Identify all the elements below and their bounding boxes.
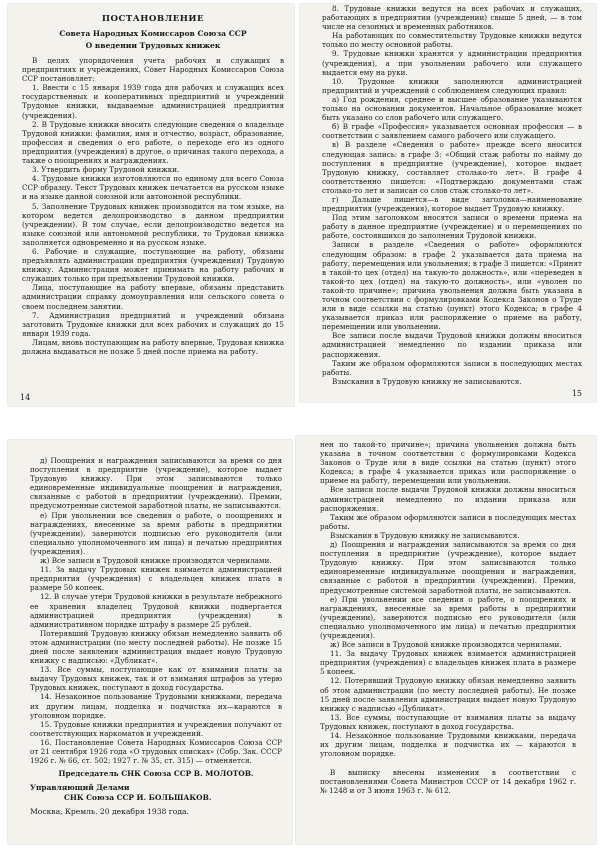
paragraph: 7. Администрация предприятий и учреждений обязана заготовить Трудовые книжки для всех рабочих и служащих до 15 января 1939 года. — [22, 310, 284, 338]
paragraph: Потерявший Трудовую книжку обязан немедленно заявить об этом администрации (по месту последней работы). Не позже 15 дней после заявления администрация выдает новую Трудовую книжку с надписью: «Дубликат». — [30, 628, 282, 666]
paragraph: Таким же образом оформляются записи в последующих местах работы. — [322, 358, 582, 377]
paragraph: Лицам, вновь поступающим на работу впервые, Трудовая книжка должна выдаваться не позже 5 дней после приема на работу. — [22, 337, 284, 356]
paragraph: 14. Незаконное пользование Трудовыми книжками, передача их другим лицам, подделка и подчистка их—караются в уголовном порядке. — [30, 692, 282, 720]
paragraph: Записи в разделе «Сведения о работе» оформляются следующим образом: в графе 2 указывается дата приема на работу, перемещения или увольнения; в графе 3 пишется: «Принят в такой-то цех (отдел) на такую-то должность», или «переведен в такой-то цех (отдел) на такую-то должность», или «уволен по такой-то причине»; причина увольнения должна быть указана в точном соответствии с формулировками Кодекса Законов о Труде или в виде ссылки на статью (пункт) этого Кодекса; в графе 4 указывается приказ или распоряжение о приеме на работу, перемещении или увольнении. — [322, 240, 582, 332]
page-number: 14 — [20, 393, 31, 402]
paragraph: 12. В случае утери Трудовой книжки в результате небрежного ее хранения владелец Трудовой книжки подвергается администрацией предприятия (учреждения) в административном порядке штрафу в размере 25 рублей. — [30, 592, 282, 629]
paragraph: 9. Трудовые книжки хранятся у администрации предприятия (учреждения), а при увольнении рабочего или служащего выдается ему на руки. — [322, 49, 582, 77]
paragraph: 5. Заполнение Трудовых книжек производится на том языке, на котором ведется делопроизводство в данном предприятии (учреждении). В том случае, если делопроизводство ведется на языке союзной или автономной республики, то Трудовая книжка заполняется одновременно и на русском языке. — [22, 201, 284, 247]
paragraph: Взыскания в Трудовую книжку не записываются. — [332, 376, 522, 386]
paragraph: Все записи после выдачи Трудовой книжки должны вноситься администрацией немедленно по издании приказа или распоряжения. — [320, 485, 576, 513]
page-16-body — [30, 456, 282, 816]
paragraph: а) Год рождения, среднее и высшее образование указываются только на основании документов. Начальное образование может быть указано со слов рабочего или служащего. — [322, 94, 582, 123]
amendment-footnote: В выписку внесены изменения в соответствии с постановлениями Совета Министров СССР от 14 декабря 1962 г. № 1248 и от 3 июня 1963 г. № 612. — [320, 768, 576, 796]
paragraph: 4. Трудовые книжки изготовляются по единому для всего Союза ССР образцу. Текст Трудовых книжек печатается на русском языке и на языке данной союзной или автономной республики. — [22, 174, 284, 202]
decree-title: ПОСТАНОВЛЕНИЕ — [101, 14, 205, 24]
decree-subject: О введении Трудовых книжек — [85, 41, 221, 50]
document-page-16 — [8, 440, 292, 844]
paragraph: 2. В Трудовые книжки вносить следующие сведения о владельце Трудовой книжки: фамилия, имя и отчество, возраст, образование, профессия и сведения о его работе, о переходе его из одного предприятия (учреждения) в другое, о причинах такого перехода, а также о поощрениях и награждениях. — [22, 119, 284, 166]
page-17-body — [320, 440, 576, 796]
decree-preamble: В целях упорядочения учета рабочих и служащих в предприятиях и учреждениях, Совет Народных Комиссаров Союза ССР постановляет: — [22, 56, 284, 84]
paragraph: д) Поощрения и награждения записываются за время со дня поступления в предприятие (учреждение), которое выдает Трудовую книжку. При этом записываются только единовременные индивидуальные поощрения и награждения, связанные с работой в предприятии (учреждении). Премии, предусмотренные системой заработной платы, не записываются. — [30, 456, 282, 511]
paragraph: Лица, поступающие на работу впервые, обязаны представить администрации справку домоуправления или сельского совета о своем последнем занятии. — [22, 283, 284, 311]
page-14-body — [22, 14, 284, 356]
paragraph: 3. Утвердить форму Трудовой книжки. — [32, 165, 180, 175]
paragraph: 10. Трудовые книжки заполняются администрацией предприятий и учреждений с соблюдением следующих правил: — [322, 76, 582, 95]
paragraph: е) При увольнении все сведения о работе, о поощрениях и награждениях, внесенные за время работы в предприятии (учреждении), заверяются подписью его руководителя (или специально уполномоченного им лица) и печатью предприятия (учреждения). — [30, 510, 282, 556]
paragraph: 16. Постановление Совета Народных Комиссаров Союза ССР от 21 сентября 1926 года «О трудовых списках» (Собр. Зак. СССР 1926 г. № 66, ст. 502; 1927 г. № 35, ст. 315) — отменяется. — [30, 737, 282, 766]
document-page-17 — [296, 436, 596, 844]
paragraph: Под этим заголовком вносятся записи о времени приема на работу в данное предприятие (учреждение) и о перемещениях по работе, состоявшихся до заполнения Трудовой книжки. — [322, 213, 582, 241]
signature-manager-title: Управляющий Делами — [30, 783, 130, 793]
paragraph: 11. За выдачу Трудовых книжек взимается администрацией предприятия (учреждения) с владельцев книжек плата в размере 5 копеек. — [320, 649, 576, 677]
paragraph: д) Поощрения и награждения записываются за время со дня поступления в предприятие (учреждение), которое выдает Трудовую книжку. При этом записываются только единовременные индивидуальные поощрения и награждения, связанные с работой в предприятии (учреждении). Премии, предусмотренные системой заработной платы, не записываются. — [320, 540, 576, 595]
signature-chair: Председатель СНК Союза ССР В. МОЛОТОВ. — [58, 769, 254, 779]
paragraph: г) Дальше пишется—в виде заголовка—наименование предприятия (учреждения), которое выдает Трудовую книжку. — [322, 194, 582, 214]
paragraph: 6. Рабочие и служащие, поступающие на работу, обязаны предъявлять администрации предприятия (учреждения) Трудовую книжку. Администрация может принимать на работу рабочих и служащих только при предъявлении Трудовой книжки. — [22, 246, 284, 284]
paragraph: Таким же образом оформляются записи в последующих местах работы. — [320, 512, 576, 531]
paragraph: е) При увольнении все сведения о работе, о поощрениях и награждениях, внесенные за время работы в предприятии (учреждении), заверяются подписью его руководителя (или специально уполномоченного им лица) и печатью предприятия (учреждения). — [320, 594, 576, 640]
paragraph: Взыскания в Трудовую книжку не записываются. — [330, 530, 520, 540]
paragraph: нен по такой-то причине»; причина увольнения должна быть указана в точном соответствии с формулировками Кодекса Законов о Труде или в виде ссылки на статью (пункт) этого Кодекса; в графе 4 указывается приказ или распоряжение о приеме на работу, перемещении или увольнении. — [320, 440, 576, 486]
paragraph: в) В разделе «Сведения о работе» прежде всего вносится следующая запись: в графе 3: «Общий стаж работы по найму до поступления в предприятие (учреждение), которое выдает Трудовую книжку, составляет столько-то лет». В графе 4 соответственно пишется: «Подтверждаю документами стаж столько-то лет и записан со слов стаж столько-то лет». — [322, 140, 582, 195]
document-page-15 — [300, 4, 596, 402]
paragraph: 14. Незаконное пользование Трудовыми книжками, передача их другим лицам, подделка и подчистка их — караются в уголовном порядке. — [320, 731, 576, 759]
paragraph: 13. Все суммы, поступающие от взимания платы за выдачу Трудовых книжек, поступают в доход государства. — [320, 712, 576, 731]
paragraph: Все записи после выдачи Трудовой книжки должны вноситься администрацией немедленно по издании приказа или распоряжения. — [322, 331, 582, 359]
signature-manager: СНК Союза ССР И. БОЛЬШАКОВ. — [64, 793, 212, 803]
paragraph: 15. Трудовые книжки предприятия и учреждения получают от соответствующих наркоматов и учреждений. — [30, 719, 282, 738]
paragraph: ж) Все записи в Трудовой книжке производятся чернилами. — [40, 556, 272, 566]
document-page-14 — [8, 4, 294, 406]
paragraph: 13. Все суммы, поступающие как от взимания платы за выдачу Трудовых книжек, так и от взимания штрафов за утерю Трудовых книжек, поступают в доход государства. — [30, 665, 282, 693]
paragraph: На работающих по совместительству Трудовые книжки ведутся только по месту основной работы. — [322, 31, 582, 50]
page-number: 15 — [571, 389, 582, 398]
paragraph: 8. Трудовые книжки ведутся на всех рабочих и служащих, работающих в предприятии (учреждении) свыше 5 дней, — в том числе на сезонных и временных работников. — [322, 4, 582, 32]
paragraph: 12. Потерявший Трудовую книжку обязан немедленно заявить об этом администрации (по месту последней работы). Не позже 15 дней после заявления администрация выдает новую Трудовую книжку с надписью «Дубликат». — [320, 676, 576, 713]
paragraph: 11. За выдачу Трудовых книжек взимается администрацией предприятия (учреждения) с владельцев книжек плата в размере 50 копеек. — [30, 565, 282, 593]
paragraph: ж) Все записи в Трудовой книжке производятся чернилами. — [330, 640, 562, 650]
decree-issuer: Совета Народных Комиссаров Союза ССР — [59, 29, 247, 38]
paragraph: 1. Ввести с 15 января 1939 года для рабочих и служащих всех государственных и кооперативных предприятий и учреждений Трудовые книжки, выдаваемые администрацией предприятия (учреждения). — [22, 83, 284, 120]
place-and-date: Москва, Кремль. 20 декабря 1938 года. — [30, 807, 189, 817]
page-15-body — [322, 4, 582, 386]
paragraph: б) В графе «Профессия» указывается основная профессия — в соответствии с заявлением самого рабочего или служащего. — [322, 122, 582, 141]
